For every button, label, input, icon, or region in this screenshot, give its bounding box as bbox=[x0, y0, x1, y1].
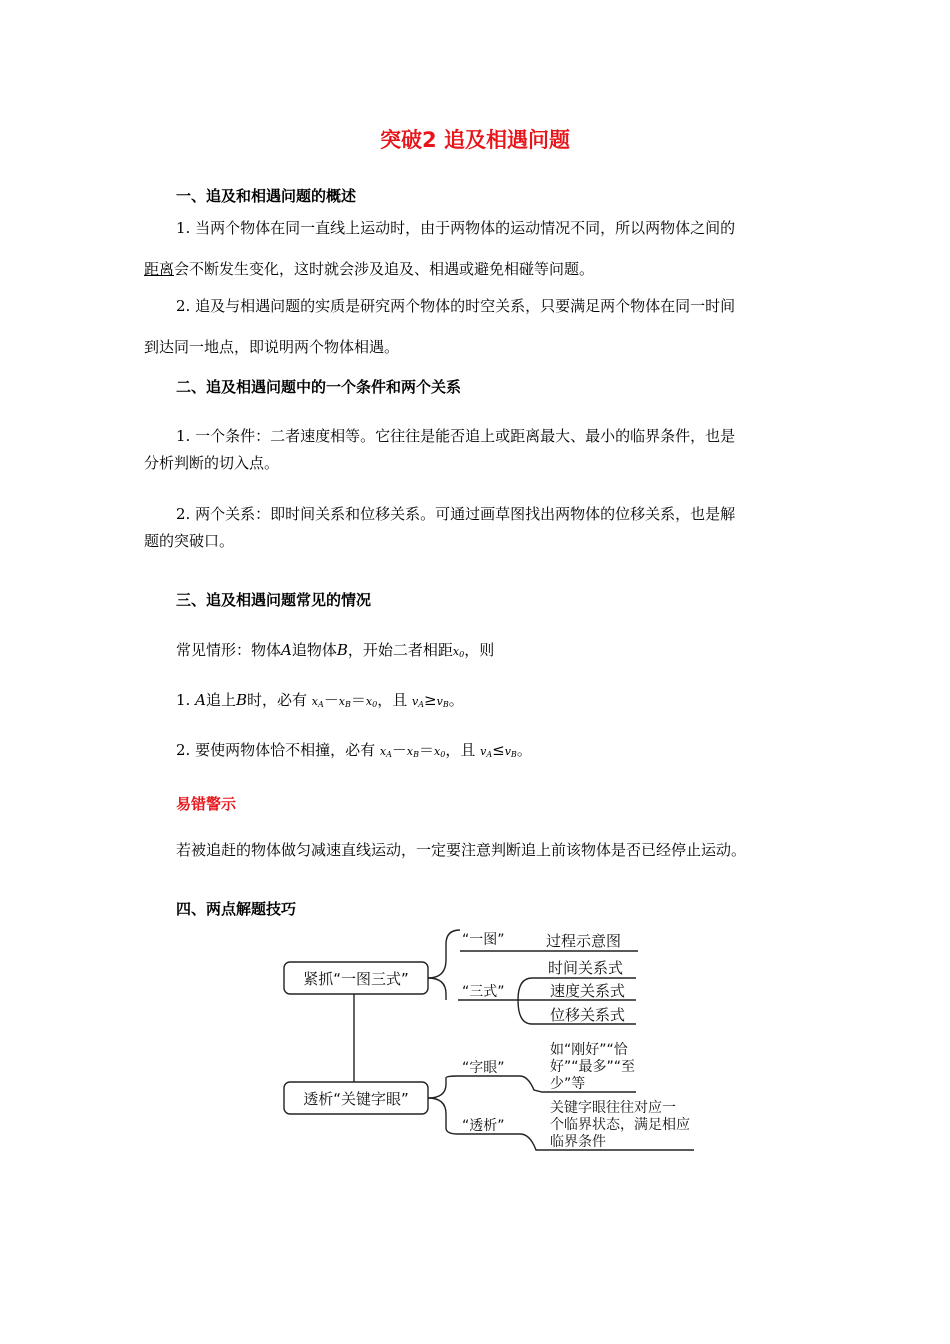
ziyan-label: “字眼” bbox=[462, 1060, 505, 1076]
warning-text: 若被追赶的物体做匀减速直线运动，一定要注意判断追上前该物体是否已经停止运动。 bbox=[176, 841, 747, 859]
underlined-term: 距离 bbox=[144, 260, 175, 278]
ziyan-desc-3: 少”等 bbox=[550, 1076, 586, 1092]
warning-heading: 易错警示 bbox=[176, 795, 237, 813]
box1-label: 紧抓“一图三式” bbox=[303, 970, 409, 988]
s2-p1-line2: 分析判断的切入点。 bbox=[144, 454, 280, 472]
s1-p1-line1: 1. 当两个物体在同一直线上运动时，由于两物体的运动情况不同，所以两物体之间的 bbox=[176, 219, 736, 237]
ziyan-desc-1: 如“刚好”“恰 bbox=[550, 1042, 628, 1058]
touxi-desc-1: 关键字眼往往对应一 bbox=[550, 1100, 676, 1116]
touxi-desc-3: 临界条件 bbox=[550, 1134, 606, 1150]
section-heading-2: 二、追及相遇问题中的一个条件和两个关系 bbox=[176, 378, 462, 396]
weiyi-label: 位移关系式 bbox=[550, 1006, 626, 1024]
yitu-label: “一图” bbox=[462, 932, 505, 948]
touxi-desc-2: 个临界状态，满足相应 bbox=[550, 1117, 690, 1133]
sudu-label: 速度关系式 bbox=[550, 982, 626, 1000]
s1-p1-line2-rest: 会不断发生变化，这时就会涉及追及、相遇或避免相碰等问题。 bbox=[174, 260, 595, 278]
section-heading-1: 一、追及和相遇问题的概述 bbox=[176, 187, 357, 205]
ziyan-desc-2: 好”“最多”“至 bbox=[550, 1059, 636, 1075]
section-heading-4: 四、两点解题技巧 bbox=[176, 900, 297, 918]
touxi-label: “透析” bbox=[462, 1118, 505, 1134]
s2-p2-line1: 2. 两个关系：即时间关系和位移关系。可通过画草图找出两物体的位移关系，也是解 bbox=[176, 505, 736, 523]
s3-case-1: 1. A追上B时，必有 $x_A-x_B=x_0$，且 $v_A\ge v_B$。 bbox=[176, 691, 464, 709]
s2-p1-line1: 1. 一个条件：二者速度相等。它往往是能否追上或距离最大、最小的临界条件，也是 bbox=[176, 427, 736, 445]
s2-p2-line2: 题的突破口。 bbox=[144, 532, 235, 550]
s3-intro: 常见情形：物体A追物体B，开始二者相距$x_0$，则 bbox=[176, 641, 495, 659]
s1-p2-line2: 到达同一地点，即说明两个物体相遇。 bbox=[144, 338, 400, 356]
shijian-label: 时间关系式 bbox=[548, 959, 624, 977]
s1-p2-line1: 2. 追及与相遇问题的实质是研究两个物体的时空关系，只要满足两个物体在同一时间 bbox=[176, 297, 736, 315]
page-title: 突破2 追及相遇问题 bbox=[380, 128, 570, 152]
box2-label: 透析“关键字眼” bbox=[303, 1090, 409, 1108]
section-heading-3: 三、追及相遇问题常见的情况 bbox=[176, 591, 372, 609]
s3-case-2: 2. 要使两物体恰不相撞，必有 $x_A-x_B=x_0$，且 $v_A\le v_B$。 bbox=[176, 741, 532, 759]
guocheng-label: 过程示意图 bbox=[546, 932, 622, 950]
sanshi-label: “三式” bbox=[462, 984, 505, 1000]
